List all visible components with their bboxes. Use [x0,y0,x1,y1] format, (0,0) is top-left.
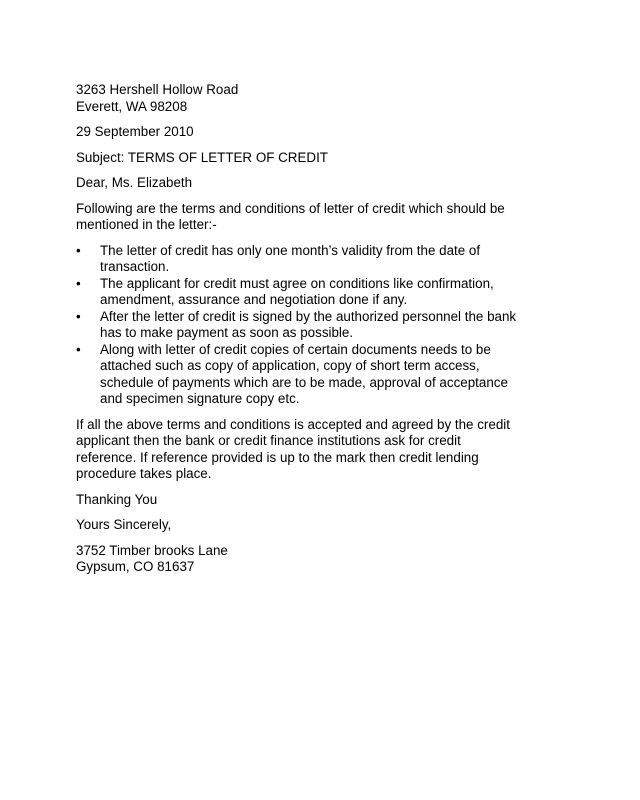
sender-address [76,82,566,115]
closing-line1: If all the above terms and conditions is accepted and agreed by the credit [76,416,510,432]
intro-line2: mentioned in the letter:- [76,217,217,232]
list-item [76,276,566,309]
closing-line4: procedure takes place. [76,466,212,481]
term-2-line2: amendment, assurance and negotiation done if any. [100,292,408,307]
letter-page [76,82,566,576]
term-3-line1: After the letter of credit is signed by the authorized personnel the bank [100,308,517,324]
bullet-icon: • [76,308,81,324]
term-3-line2: has to make payment as soon as possible. [100,325,354,340]
salutation [76,175,566,192]
term-1-line2: transaction. [100,259,170,274]
sender-address-line1: 3263 Hershell Hollow Road [76,82,239,97]
term-1-line1: The letter of credit has only one month’s validity from the date of [100,242,481,258]
term-4-line4: and specimen signature copy etc. [100,391,300,406]
letter-subject [76,150,566,167]
bullet-icon: • [76,341,81,357]
signoff [76,517,566,534]
recipient-address-line1: 3752 Timber brooks Lane [76,542,228,558]
terms-list [76,243,566,408]
signoff-text: Yours Sincerely, [76,517,172,532]
term-4-line3: schedule of payments which are to be made, approval of acceptance [100,374,508,390]
list-item [76,243,566,276]
bullet-icon: • [76,242,81,258]
subject-text: Subject: TERMS OF LETTER OF CREDIT [76,149,328,165]
term-4-line2: attached such as copy of application, copy of short term access, [100,358,480,373]
bullet-icon: • [76,275,81,291]
list-item [76,309,566,342]
intro-paragraph [76,201,566,234]
thanks-text: Thanking You [76,491,158,507]
term-4-line1: Along with letter of credit copies of certain documents needs to be [100,341,491,357]
closing-paragraph [76,417,566,483]
salutation-text: Dear, Ms. Elizabeth [76,175,193,190]
closing-line3: reference. If reference provided is up to the mark then credit lending [76,449,479,465]
closing-line2: applicant then the bank or credit finance institutions ask for credit [76,433,461,448]
thanks [76,492,566,509]
recipient-address-line2: Gypsum, CO 81637 [76,559,195,574]
letter-date [76,124,566,141]
date-text: 29 September 2010 [76,124,194,139]
recipient-address [76,543,566,576]
term-2-line1: The applicant for credit must agree on conditions like confirmation, [100,275,494,291]
intro-line1: Following are the terms and conditions of letter of credit which should be [76,200,505,216]
list-item [76,342,566,408]
sender-address-line2: Everett, WA 98208 [76,98,188,114]
